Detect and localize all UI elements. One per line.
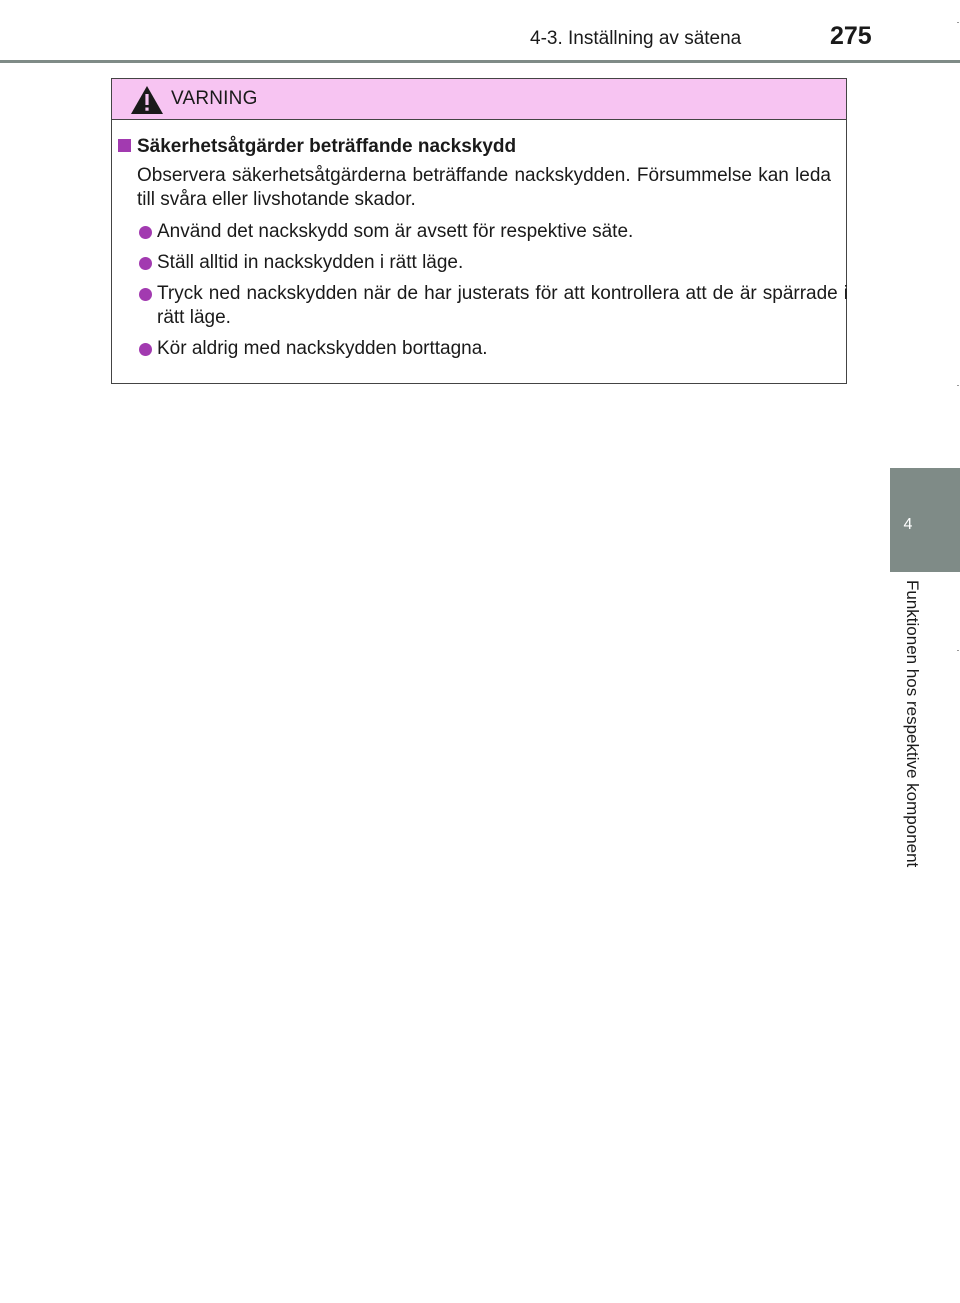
list-item-text: Kör aldrig med nackskydden borttagna.	[157, 338, 488, 359]
list-item	[137, 251, 837, 275]
list-item-text: Ställ alltid in nackskydden i rätt läge.	[157, 252, 464, 273]
crop-mark	[957, 650, 959, 651]
crop-mark	[957, 22, 959, 23]
bullet-dot-icon	[139, 288, 152, 301]
warning-header	[112, 79, 846, 120]
bullet-dot-icon	[139, 343, 152, 356]
list-item	[137, 220, 837, 244]
list-item-text: Använd det nackskydd som är avsett för respektive säte.	[157, 221, 634, 242]
header-section-title: 4-3. Inställning av sätena	[530, 28, 742, 49]
intro-paragraph: Observera säkerhetsåtgärderna beträffande nackskydden. Försummelse kan leda till svåra eller livshotande skador.	[137, 165, 831, 210]
list-item	[137, 337, 837, 361]
list-item-text: Tryck ned nackskydden när de har justerats för att kontrollera att de är spärrade i rätt läge.	[157, 283, 848, 328]
warning-label: VARNING	[171, 88, 258, 109]
crop-mark	[957, 385, 959, 386]
section-heading	[118, 136, 516, 158]
chapter-number: 4	[903, 516, 913, 533]
chapter-tab	[890, 468, 960, 572]
page-number: 275	[830, 22, 872, 50]
bullet-dot-icon	[139, 257, 152, 270]
warning-box	[111, 78, 847, 384]
section-heading-text: Säkerhetsåtgärder beträffande nackskydd	[137, 136, 517, 157]
square-bullet-icon	[118, 139, 131, 152]
list-item	[137, 282, 848, 330]
header-divider	[0, 60, 960, 63]
bullet-dot-icon	[139, 226, 152, 239]
warning-triangle-icon	[130, 85, 164, 115]
chapter-title: Funktionen hos respektive komponent	[903, 580, 922, 868]
